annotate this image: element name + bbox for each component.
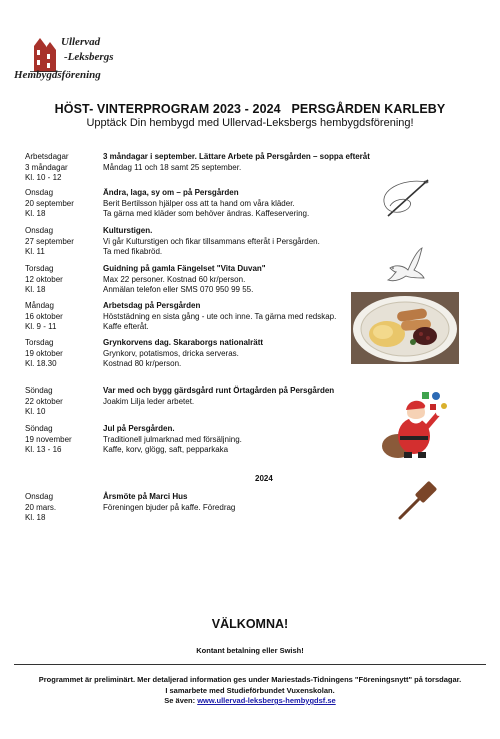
event-detail: Kaffe, korv, glögg, saft, pepparkaka <box>103 445 229 454</box>
footer-website-prefix: Se även: <box>164 696 198 705</box>
logo-text-line-3: Hembygdsförening <box>14 69 101 81</box>
grynkorv-plate-photo <box>351 292 459 364</box>
dove-icon <box>384 246 428 286</box>
program-subtitle: Upptäck Din hembygd med Ullervad-Leksbergs hembygdsförening! <box>86 117 414 129</box>
logo-text-line-1: Ullervad <box>61 36 101 48</box>
event-detail: Max 22 personer. Kostnad 60 kr/person. <box>103 274 246 284</box>
event-detail: Måndag 11 och 18 samt 25 september. <box>103 162 242 172</box>
event-date: 20 september <box>25 198 74 208</box>
event-detail: Ta gärna med kläder som behöver ändras. Kaffeservering. <box>103 209 310 218</box>
event-day: Söndag <box>25 386 53 395</box>
event-date: 19 oktober <box>25 348 63 358</box>
footer-divider <box>14 664 486 665</box>
footer-note: Programmet är preliminärt. Mer detaljerad information ges under Mariestads-Tidningens "Föreningsnytt" på torsdagar. <box>38 675 462 684</box>
event-date: 27 september <box>25 236 74 246</box>
event-detail: Ta med fikabröd. <box>103 247 163 256</box>
gavel-icon <box>392 480 442 522</box>
event-day: Onsdag <box>25 188 54 197</box>
event-time: Kl. 18 <box>25 513 46 522</box>
needle-thread-icon <box>376 176 432 222</box>
event-time: Kl. 18.30 <box>25 359 57 368</box>
event-time: Kl. 10 <box>25 407 46 416</box>
event-detail: Grynkorv, potatismos, dricka serveras. <box>103 348 239 358</box>
footer-website <box>0 696 500 706</box>
event-day: Torsdag <box>25 264 54 273</box>
footer-partner: I samarbete med Studieförbundet Vuxenskolan. <box>165 686 335 695</box>
event-day: Onsdag <box>25 492 54 501</box>
event-date: 19 november <box>25 434 72 444</box>
event-title: Jul på Persgården. <box>103 424 175 433</box>
event-day: Torsdag <box>25 338 54 347</box>
event-detail: Traditionell julmarknad med försäljning. <box>103 434 242 444</box>
year-heading: 2024 <box>255 474 273 483</box>
welcome-heading: VÄLKOMNA! <box>211 617 289 631</box>
event-detail: Berit Bertilsson hjälper oss att ta hand om våra kläder. <box>103 198 295 208</box>
event-day: Onsdag <box>25 226 54 235</box>
event-detail: Joakim Lilja leder arbetet. <box>103 396 195 406</box>
event-date: 12 oktober <box>25 274 63 284</box>
program-title: HÖST- VINTERPROGRAM 2023 - 2024 PERSGÅRDEN KARLEBY <box>54 102 446 116</box>
event-detail: Anmälan telefon eller SMS 070 950 99 55. <box>103 285 254 294</box>
event-detail: Föreningen bjuder på kaffe. Föredrag <box>103 502 236 512</box>
event-day: Arbetsdagar <box>25 152 69 161</box>
event-date: 3 måndagar <box>25 162 68 172</box>
event-title: Guidning på gamla Fängelset "Vita Duvan" <box>103 264 266 273</box>
event-day: Måndag <box>25 301 54 310</box>
event-time: Kl. 9 - 11 <box>25 322 57 331</box>
event-title: Ändra, laga, sy om – på Persgården <box>103 188 239 197</box>
event-title: Grynkorvens dag. Skaraborgs nationalrätt <box>103 338 264 347</box>
event-time: Kl. 18 <box>25 285 46 294</box>
event-detail: Höststädning en sista gång - ute och inne. Ta gärna med redskap. <box>103 311 337 321</box>
event-time: Kl. 10 - 12 <box>25 173 62 182</box>
event-title: Var med och bygg gärdsgård runt Örtagården på Persgården <box>103 386 335 395</box>
event-title: Årsmöte på Marci Hus <box>103 492 188 501</box>
event-detail: Kostnad 80 kr/person. <box>103 359 182 368</box>
event-date: 22 oktober <box>25 396 63 406</box>
event-date: 16 oktober <box>25 311 63 321</box>
event-time: Kl. 18 <box>25 209 46 218</box>
event-detail: Kaffe efteråt. <box>103 322 149 331</box>
payment-info: Kontant betalning eller Swish! <box>196 646 304 655</box>
event-title: Kulturstigen. <box>103 226 153 235</box>
association-logo <box>14 36 126 90</box>
event-title: 3 måndagar i september. Lättare Arbete på Persgården – soppa efteråt <box>103 152 370 161</box>
logo-text-line-2: -Leksbergs <box>64 51 114 63</box>
event-time: Kl. 13 - 16 <box>25 445 62 454</box>
santa-claus-icon <box>378 388 452 462</box>
website-link[interactable]: www.ullervad-leksbergs-hembygdsf.se <box>197 696 336 705</box>
event-title: Arbetsdag på Persgården <box>103 301 201 310</box>
event-date: 20 mars. <box>25 502 57 512</box>
event-day: Söndag <box>25 424 53 433</box>
event-time: Kl. 11 <box>25 247 45 256</box>
event-detail: Vi går Kulturstigen och fikar tillsammans efteråt i Persgården. <box>103 236 320 246</box>
